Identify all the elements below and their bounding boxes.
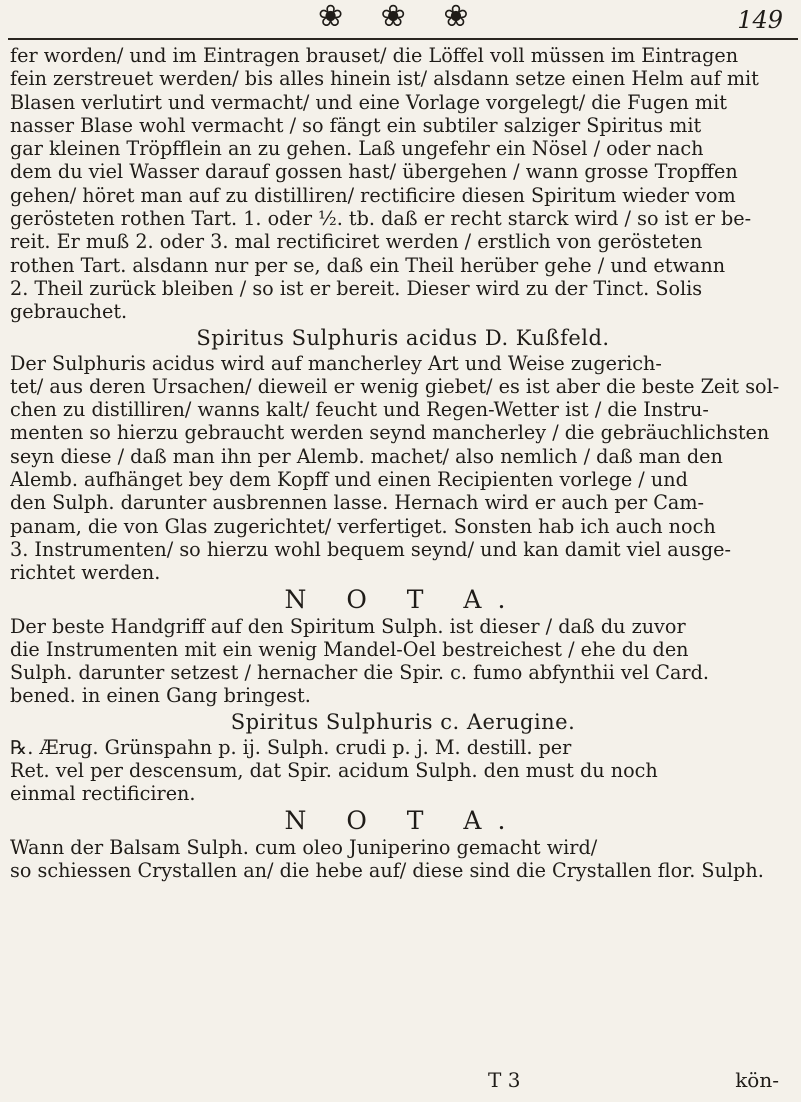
paragraph-nota-2 <box>10 836 796 883</box>
text-line: gar kleinen Tröpfflein an zu gehen. Laß ungefehr ein Nösel / oder nach <box>10 137 704 161</box>
text-line: den Sulph. darunter ausbrennen lasse. Hernach wird er auch per Cam- <box>10 491 705 515</box>
section-heading-spiritus-acidus: Spiritus Sulphuris acidus D. Kußfeld. <box>196 325 610 350</box>
text-line: nasser Blase wohl vermacht / so fängt ein subtiler salziger Spiritus mit <box>10 113 702 137</box>
text-line: fein zerstreuet werden/ bis alles hinein ist/ alsdann setze einen Helm auf mit <box>10 67 759 91</box>
text-line: Der beste Handgriff auf den Spiritum Sulph. ist dieser / daß du zuvor <box>10 614 686 638</box>
body-text <box>10 44 796 882</box>
page-header <box>0 0 801 44</box>
text-line: tet/ aus deren Ursachen/ dieweil er wenig giebet/ es ist aber die beste Zeit sol- <box>10 374 780 398</box>
text-line: Blasen verlutirt und vermacht/ und eine Vorlage vorgelegt/ die Fugen mit <box>10 90 727 114</box>
text-line: Sulph. darunter setzest / hernacher die Spir. c. fumo abfynthii vel Card. <box>10 661 709 685</box>
text-line: gehen/ höret man auf zu distilliren/ rectificire diesen Spiritum wieder vom <box>10 183 736 207</box>
text-line: panam, die von Glas zugerichtet/ verfertiget. Sonsten hab ich auch noch <box>10 514 716 538</box>
signature-mark: T 3 <box>488 1068 521 1092</box>
text-line: fer worden/ und im Eintragen brauset/ die Löffel voll müssen im Eintragen <box>10 44 739 67</box>
nota-heading-2: N O T A. <box>284 805 522 835</box>
text-line: gerösteten rothen Tart. 1. oder ½. tb. daß er recht starck wird / so ist er be- <box>10 207 752 231</box>
text-line: rothen Tart. alsdann nur per se, daß ein Theil herüber gehe / und etwann <box>10 253 726 277</box>
text-line: ℞. Ærug. Grünspahn p. ij. Sulph. crudi p. j. M. destill. per <box>10 735 572 759</box>
text-line: bened. in einen Gang bringest. <box>10 684 311 708</box>
catchword: kön- <box>735 1068 779 1092</box>
text-line: Alemb. aufhänget bey dem Kopff und einen Recipienten vorlege / und <box>10 468 688 492</box>
text-line: gebrauchet. <box>10 300 128 324</box>
text-line: seyn diese / daß man ihn per Alemb. machet/ also nemlich / daß man den <box>10 444 723 468</box>
header-rule <box>8 38 798 40</box>
text-line: die Instrumenten mit ein wenig Mandel-Oel bestreichest / ehe du den <box>10 637 689 661</box>
text-line: Der Sulphuris acidus wird auf mancherley Art und Weise zugerich- <box>10 351 662 375</box>
text-line: reit. Er muß 2. oder 3. mal rectificiret werden / erstlich von gerösteten <box>10 230 703 254</box>
text-line: einmal rectificiren. <box>10 782 196 806</box>
text-line: Ret. vel per descensum, dat Spir. acidum Sulph. den must du noch <box>10 759 658 783</box>
paragraph-nota-1 <box>10 615 796 708</box>
text-line: 2. Theil zurück bleiben / so ist er bereit. Dieser wird zu der Tinct. Solis <box>10 276 703 300</box>
page-number: 149 <box>737 6 783 34</box>
text-line: chen zu distilliren/ wanns kalt/ feucht und Regen-Wetter ist / die Instru- <box>10 398 709 422</box>
text-line: so schiessen Crystallen an/ die hebe auf/ diese sind die Crystallen flor. Sulph. <box>10 858 764 882</box>
text-line: dem du viel Wasser darauf gossen hast/ übergehen / wann grosse Tropffen <box>10 160 738 184</box>
paragraph-preparation <box>10 44 796 324</box>
section-heading-aerugine: Spiritus Sulphuris c. Aerugine. <box>230 709 576 734</box>
paragraph-aerugine <box>10 736 796 806</box>
header-ornaments: ❀ ❀ ❀ <box>318 0 483 34</box>
text-line: menten so hierzu gebraucht werden seynd mancherley / die gebräuchlichsten <box>10 421 770 445</box>
text-line: richtet werden. <box>10 561 161 585</box>
text-line: 3. Instrumenten/ so hierzu wohl bequem seynd/ und kan damit viel ausge- <box>10 537 731 561</box>
paragraph-spiritus-acidus <box>10 352 796 585</box>
text-line: Wann der Balsam Sulph. cum oleo Juniperino gemacht wird/ <box>10 835 598 859</box>
nota-heading-1: N O T A. <box>284 584 522 614</box>
